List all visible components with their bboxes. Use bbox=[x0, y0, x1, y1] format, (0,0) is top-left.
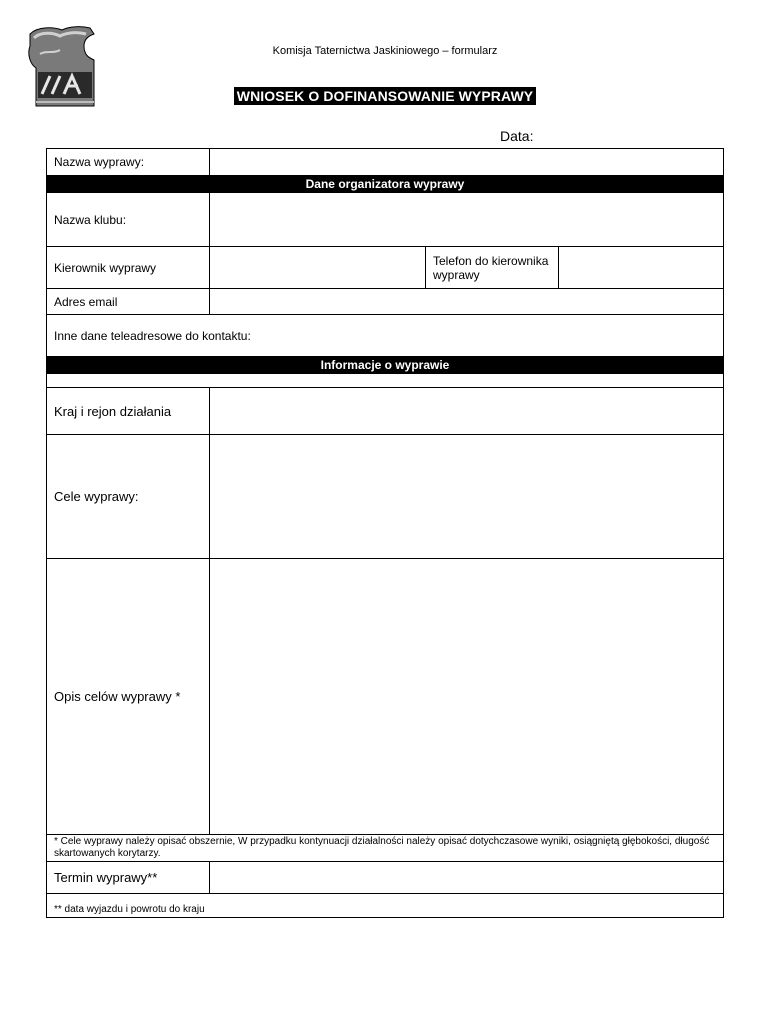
spacer-row bbox=[47, 374, 724, 388]
leader-label: Kierownik wyprawy bbox=[47, 247, 210, 289]
goals-field[interactable] bbox=[210, 435, 724, 559]
email-field[interactable] bbox=[210, 289, 724, 315]
region-label: Kraj i rejon działania bbox=[47, 388, 210, 435]
club-name-label: Nazwa klubu: bbox=[47, 193, 210, 247]
row-leader bbox=[47, 247, 724, 289]
expedition-name-field[interactable] bbox=[210, 149, 724, 176]
goals-label: Cele wyprawy: bbox=[47, 435, 210, 559]
expedition-name-label: Nazwa wyprawy: bbox=[47, 149, 210, 176]
goals-description-label: Opis celów wyprawy * bbox=[47, 559, 210, 835]
row-term bbox=[47, 862, 724, 894]
section-organizer-header: Dane organizatora wyprawy bbox=[47, 176, 724, 193]
goals-note: * Cele wyprawy należy opisać obszernie, W przypadku kontynuacji działalności należy opisać dotychczasowe wyniki, osiągniętą głębokości, długość skartowanych korytarzy. bbox=[47, 835, 724, 862]
row-goals-note bbox=[47, 835, 724, 862]
leader-field[interactable] bbox=[210, 247, 426, 289]
email-label: Adres email bbox=[47, 289, 210, 315]
date-label: Data: bbox=[500, 128, 534, 144]
row-goals-description bbox=[47, 559, 724, 835]
leader-phone-field[interactable] bbox=[559, 247, 724, 289]
row-other-contact bbox=[47, 315, 724, 357]
term-field[interactable] bbox=[210, 862, 724, 894]
other-contact-label[interactable]: Inne dane teleadresowe do kontaktu: bbox=[47, 315, 724, 357]
row-club-name bbox=[47, 193, 724, 247]
club-name-field[interactable] bbox=[210, 193, 724, 247]
application-form bbox=[46, 148, 724, 918]
goals-description-field[interactable] bbox=[210, 559, 724, 835]
section-info-header: Informacje o wyprawie bbox=[47, 357, 724, 374]
term-note: ** data wyjazdu i powrotu do kraju bbox=[47, 894, 724, 918]
leader-phone-label: Telefon do kierownika wyprawy bbox=[426, 247, 559, 289]
row-expedition-name bbox=[47, 149, 724, 176]
region-field[interactable] bbox=[210, 388, 724, 435]
term-label: Termin wyprawy** bbox=[47, 862, 210, 894]
spacer-cell bbox=[47, 374, 724, 388]
row-term-note bbox=[47, 894, 724, 918]
row-goals bbox=[47, 435, 724, 559]
row-region bbox=[47, 388, 724, 435]
row-email bbox=[47, 289, 724, 315]
organization-header: Komisja Taternictwa Jaskiniowego – formularz bbox=[272, 45, 498, 57]
form-title: WNIOSEK O DOFINANSOWANIE WYPRAWY bbox=[234, 87, 536, 105]
